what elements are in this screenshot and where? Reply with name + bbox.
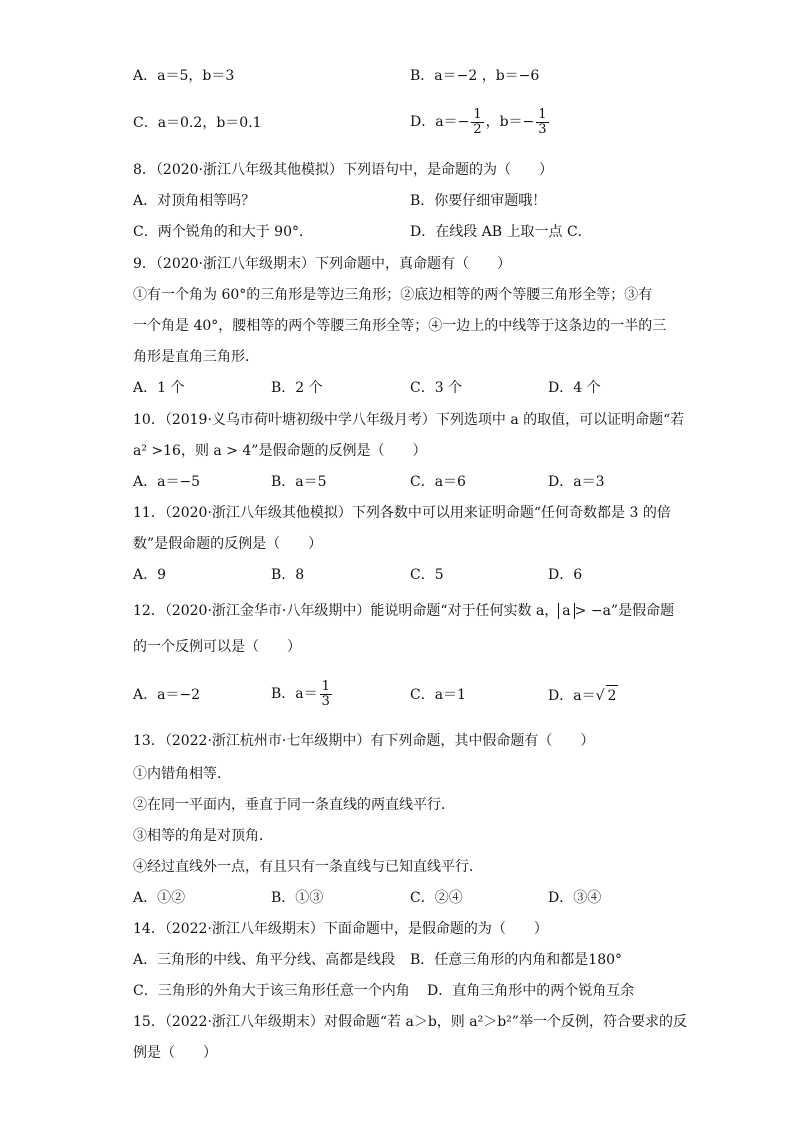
q13-statement-3: ③相等的角是对顶角． xyxy=(133,828,273,844)
q14-option-b[interactable]: B．任意三角形的内角和都是180° xyxy=(410,952,623,968)
q10-option-d[interactable]: D．a＝3 xyxy=(548,474,605,490)
q9-option-c[interactable]: C．3 个 xyxy=(410,380,463,396)
q14-stem: 14．（2022·浙江八年级期末）下面命题中，是假命题的为（ ） xyxy=(133,921,548,937)
fraction: $\frac{1}{2}$ xyxy=(473,106,482,137)
q9-stem: 9．（2020·浙江八年级期末）下列命题中，真命题有（ ） xyxy=(133,256,511,272)
q8-option-c[interactable]: C．两个锐角的和大于 90°． xyxy=(133,224,313,240)
q9-option-a[interactable]: A．1 个 xyxy=(133,380,185,396)
q12-option-a[interactable]: A．a＝−2 xyxy=(133,687,201,703)
q12-stem-line1: 12．（2020·浙江金华市·八年级期中）能说明命题“对于任何实数 a， a > −a”是假命题 xyxy=(133,603,675,619)
q11-stem-line1: 11．（2020·浙江八年级其他模拟）下列各数中可以用来证明命题“任何奇数都是 3 的倍 xyxy=(133,505,671,521)
q11-stem-line2: 数”是假命题的反例是（ ） xyxy=(133,536,323,552)
q7-option-b[interactable]: B．a＝−2 ，b＝−6 xyxy=(410,68,540,84)
q11-option-a[interactable]: A．9 xyxy=(133,567,167,583)
q12-option-d[interactable]: D．a＝√ 2 xyxy=(548,685,618,706)
q9-body-line3: 角形是直角三角形． xyxy=(133,349,259,365)
q13-statement-2: ②在同一平面内，垂直于同一条直线的两直线平行． xyxy=(133,797,455,813)
fraction: $\frac{1}{3}$ xyxy=(538,106,547,137)
q7-d-mid: ，b＝− xyxy=(485,114,535,130)
q9-body-line1: ①有一个角为 60°的三角形是等边三角形；②底边相等的两个等腰三角形全等；③有 xyxy=(133,287,653,303)
q8-option-b[interactable]: B．你要仔细审题哦！ xyxy=(410,193,547,209)
q15-stem-line1: 15．（2022·浙江八年级期末）对假命题“若 a＞b，则 a²＞b²”举一个反例，符合要求的反 xyxy=(133,1014,687,1030)
q13-statement-1: ①内错角相等． xyxy=(133,766,231,782)
q13-option-c[interactable]: C．②④ xyxy=(410,890,463,906)
q8-option-d[interactable]: D．在线段 AB 上取一点 C． xyxy=(410,224,592,240)
q13-option-d[interactable]: D．③④ xyxy=(548,890,602,906)
q7-d-prefix: D．a＝− xyxy=(410,114,470,130)
q12-stem-line2: 的一个反例可以是（ ） xyxy=(133,639,301,655)
q10-option-b[interactable]: B．a＝5 xyxy=(271,474,327,490)
q11-option-d[interactable]: D．6 xyxy=(548,567,583,583)
q12-option-b[interactable]: B．a＝ $\frac{1}{3}$ xyxy=(271,678,330,709)
radicand: 2 xyxy=(606,685,619,706)
q15-stem-line2: 例是（ ） xyxy=(133,1045,217,1061)
q13-stem: 13．（2022·浙江杭州市·七年级期中）有下列命题，其中假命题有（ ） xyxy=(133,733,595,749)
q14-option-d[interactable]: D．直角三角形中的两个锐角互余 xyxy=(427,983,635,999)
q7-option-d[interactable] xyxy=(410,102,551,142)
q14-option-c[interactable]: C．三角形的外角大于该三角形任意一个内角 xyxy=(133,983,410,999)
q10-option-a[interactable]: A．a＝−5 xyxy=(133,474,201,490)
sqrt-icon: √ xyxy=(595,688,605,704)
q13-option-b[interactable]: B．①③ xyxy=(271,890,324,906)
absolute-value: a xyxy=(558,603,574,619)
q7-option-c[interactable]: C．a＝0.2，b＝0.1 xyxy=(133,115,262,131)
q14-option-a[interactable]: A．三角形的中线、角平分线、高都是线段 xyxy=(133,952,396,968)
q13-option-a[interactable]: A．①② xyxy=(133,890,186,906)
q8-stem: 8．（2020·浙江八年级其他模拟）下列语句中，是命题的为（ ） xyxy=(133,162,553,178)
q10-stem-line1: 10．（2019·义乌市荷叶塘初级中学八年级月考）下列选项中 a 的取值，可以证明命题“若 xyxy=(133,412,685,428)
q7-option-a[interactable]: A．a＝5，b＝3 xyxy=(133,68,235,84)
q11-option-c[interactable]: C．5 xyxy=(410,567,444,583)
q10-stem-line2: a² >16，则 a > 4”是假命题的反例是（ ） xyxy=(133,443,427,459)
q12-option-c[interactable]: C．a＝1 xyxy=(410,687,466,703)
fraction: $\frac{1}{3}$ xyxy=(321,678,330,709)
q10-option-c[interactable]: C．a＝6 xyxy=(410,474,466,490)
q11-option-b[interactable]: B．8 xyxy=(271,567,305,583)
q9-option-b[interactable]: B．2 个 xyxy=(271,380,323,396)
q9-option-d[interactable]: D．4 个 xyxy=(548,380,601,396)
q8-option-a[interactable]: A．对顶角相等吗？ xyxy=(133,193,256,209)
q9-body-line2: 一个角是 40°，腰相等的两个等腰三角形全等；④一边上的中线等于这条边的一半的三 xyxy=(133,318,667,334)
q13-statement-4: ④经过直线外一点，有且只有一条直线与已知直线平行． xyxy=(133,859,483,875)
